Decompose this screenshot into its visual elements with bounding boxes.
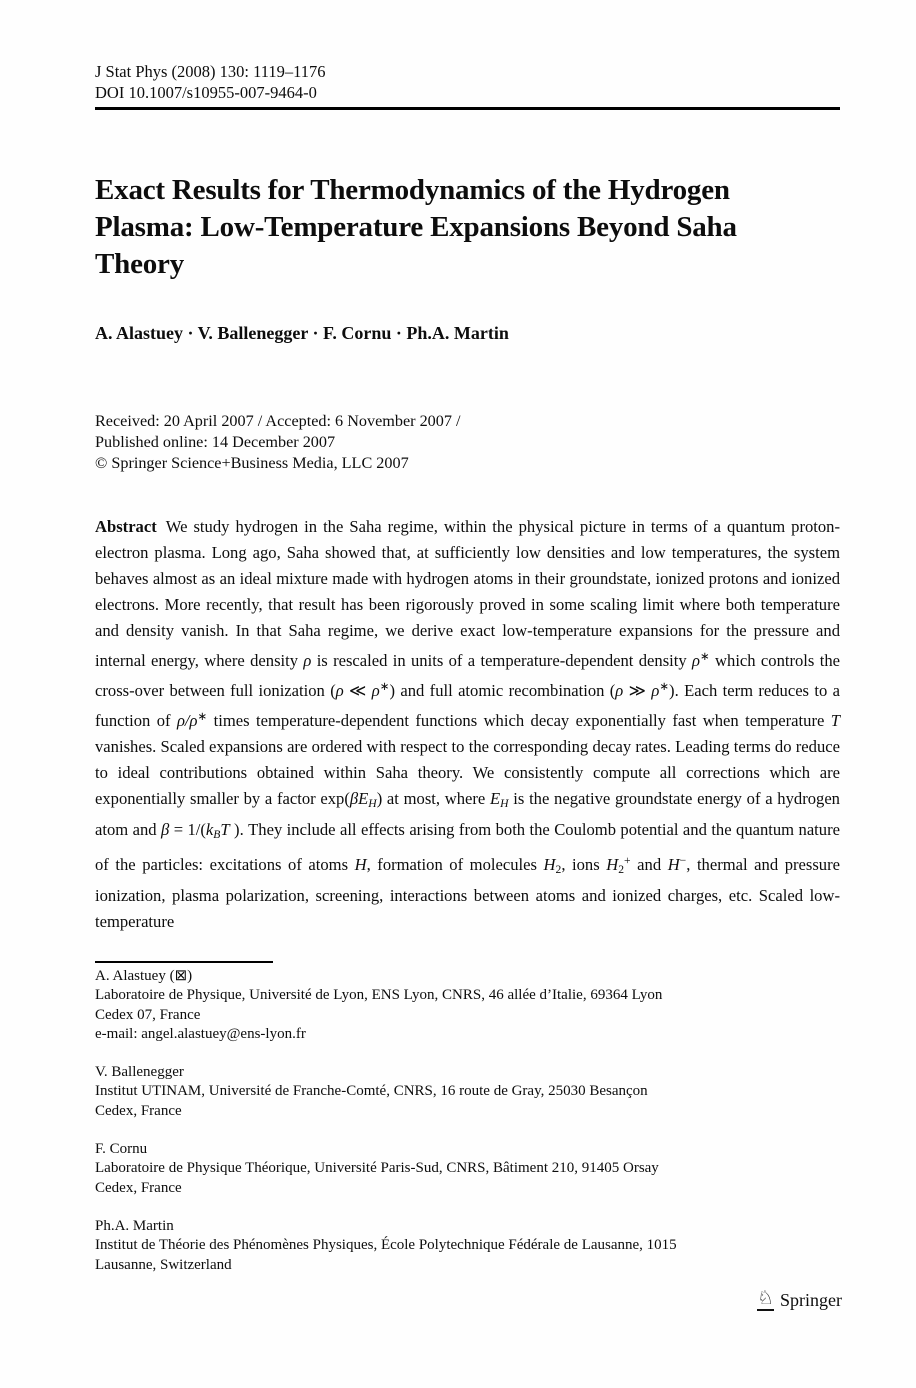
abstract-paragraph [95, 514, 840, 935]
journal-header [95, 61, 326, 103]
footnote-divider-rule [95, 961, 273, 963]
article-title [95, 172, 805, 283]
footnote-affiliation-line: Laboratoire de Physique Théorique, Université Paris-Sud, CNRS, Bâtiment 210, 91405 Orsay [95, 1160, 659, 1177]
published-online-line: Published online: 14 December 2007 [95, 433, 336, 451]
footnote-author-alastuey [95, 967, 840, 1044]
footnote-email: e-mail: angel.alastuey@ens-lyon.fr [95, 1025, 306, 1042]
journal-citation: J Stat Phys (2008) 130: 1119–1176 [95, 62, 326, 81]
publication-history [95, 411, 840, 474]
abstract-label: Abstract [95, 517, 157, 536]
footnote-affiliation-line: Cedex 07, France [95, 1006, 201, 1023]
footnote-author-name: V. Ballenegger [95, 1064, 184, 1081]
author-line: A. Alastuey · V. Ballenegger · F. Cornu · Ph.A. Martin [95, 323, 509, 343]
received-accepted-line: Received: 20 April 2007 / Accepted: 6 November 2007 / [95, 412, 461, 430]
springer-horse-icon: ♘ [756, 1287, 774, 1309]
springer-logo [757, 1289, 842, 1311]
footnote-author-cornu [95, 1140, 840, 1198]
article-title-line: Exact Results for Thermodynamics of the Hydrogen [95, 174, 730, 206]
abstract-text: We study hydrogen in the Saha regime, within the physical picture in terms of a quantum proton-electron plasma. Long ago, Saha showed that, at sufficiently low densities and low temperatures, the system behaves almost as an ideal mixture made with hydrogen atoms in their groundstate, ionized protons and ionized electrons. More recently, that result has been rigorously proved in some scaling limit where both temperature and density vanish. In that Saha regime, we derive exact low-temperature expansions for the pressure and internal energy, where density ρ is rescaled in units of a temperature-dependent density ρ∗ which controls the cross-over between full ionization (ρ ≪ ρ∗) and full atomic recombination (ρ ≫ ρ∗). Each term reduces to a function of ρ/ρ∗ times temperature-dependent functions which decay exponentially fast when temperature T vanishes. Scaled expansions are ordered with respect to the corresponding decay rates. Leading terms do reduce to ideal contributions obtained within Saha theory. We consistently compute all corrections which are exponentially smaller by a factor exp(βEH) at most, where EH is the negative groundstate energy of a hydrogen atom and β = 1/(kBT ). They include all effects arising from both the Coulomb potential and the quantum nature of the particles: excitations of atoms H, formation of molecules H2, ions H2+ and H−, thermal and pressure ionization, plasma polarization, screening, interactions between atoms and ionized charges, etc. Scaled low-temperature [95, 517, 841, 932]
footnote-author-ballenegger [95, 1063, 840, 1121]
header-divider-rule [95, 107, 840, 110]
footnote-author-martin [95, 1217, 840, 1275]
footnote-author-name: A. Alastuey (⊠) [95, 968, 193, 984]
footnote-author-name: Ph.A. Martin [95, 1217, 174, 1234]
journal-doi: DOI 10.1007/s10955-007-9464-0 [95, 83, 317, 102]
footnote-affiliation-line: Laboratoire de Physique, Université de Lyon, ENS Lyon, CNRS, 46 allée d’Italie, 69364 Lyon [95, 987, 663, 1004]
article-title-line: Theory [95, 248, 185, 280]
footnote-affiliation-line: Cedex, France [95, 1102, 182, 1119]
article-title-line: Plasma: Low-Temperature Expansions Beyond Saha [95, 211, 737, 243]
footnotes-section [95, 967, 840, 1294]
footnote-affiliation-line: Institut de Théorie des Phénomènes Physiques, École Polytechnique Fédérale de Lausanne, 1015 [95, 1237, 677, 1254]
copyright-line: © Springer Science+Business Media, LLC 2007 [95, 454, 409, 472]
footnote-affiliation-line: Lausanne, Switzerland [95, 1256, 232, 1273]
footnote-affiliation-line: Institut UTINAM, Université de Franche-Comté, CNRS, 16 route de Gray, 25030 Besançon [95, 1083, 648, 1100]
footnote-author-name: F. Cornu [95, 1141, 148, 1158]
springer-logo-text: Springer [780, 1289, 842, 1310]
footnote-affiliation-line: Cedex, France [95, 1179, 182, 1196]
